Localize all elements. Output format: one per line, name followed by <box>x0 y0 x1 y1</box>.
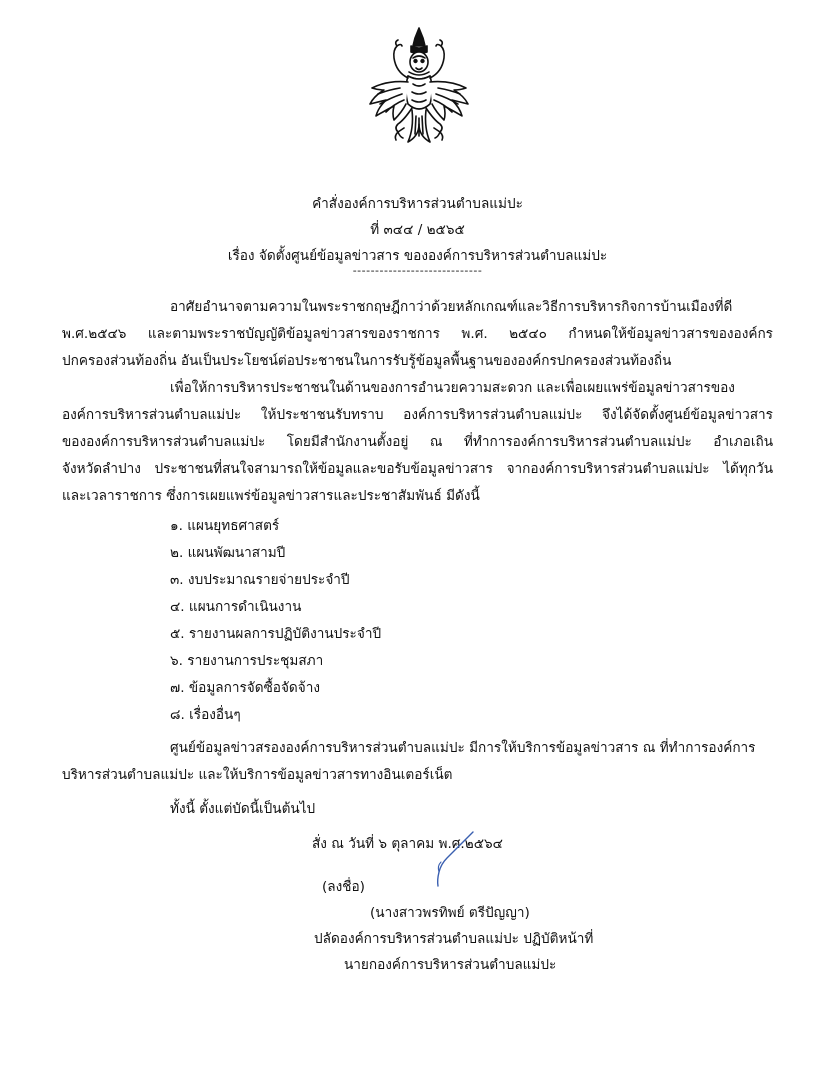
handwritten-signature <box>425 828 485 888</box>
sign-label: (ลงชื่อ) <box>322 879 365 895</box>
list-item-3: ๓. งบประมาณรายจ่ายประจำปี <box>170 572 350 588</box>
order-date: สั่ง ณ วันที่ ๖ ตุลาคม พ.ศ.๒๕๖๔ <box>312 836 503 852</box>
list-item-6: ๖. รายงานการประชุมสภา <box>170 653 324 669</box>
list-item-4: ๔. แผนการดำเนินงาน <box>170 599 302 615</box>
list-item-2: ๒. แผนพัฒนาสามปี <box>170 545 286 561</box>
paragraph-2-line-5: และเวลาราชการ ซึ่งการเผยแพร่ข้อมูลข่าวสารและประชาสัมพันธ์ มีดังนี้ <box>62 488 480 504</box>
signer-position-1: ปลัดองค์การบริหารส่วนตำบลแม่ปะ ปฏิบัติหน้าที่ <box>314 931 594 947</box>
list-item-1: ๑. แผนยุทธศาสตร์ <box>170 518 280 534</box>
effective-statement: ทั้งนี้ ตั้งแต่บัดนี้เป็นต้นไป <box>170 801 316 817</box>
paragraph-2-line-1: เพื่อให้การบริหารประชาชนในด้านของการอำนวยความสะดวก และเพื่อเผยแพร่ข้อมูลข่าวสารของ <box>170 380 735 396</box>
garuda-emblem <box>364 24 474 148</box>
list-item-5: ๕. รายงานผลการปฏิบัติงานประจำปี <box>170 626 382 642</box>
paragraph-2-line-2: องค์การบริหารส่วนตำบลแม่ปะ ให้ประชาชนรับทราบ องค์การบริหารส่วนตำบลแม่ปะ จึงได้จัดตั้งศูนย์ข้อมูลข่าวสาร <box>62 407 773 423</box>
order-heading: คำสั่งองค์การบริหารส่วนตำบลแม่ปะ <box>312 196 523 212</box>
list-item-7: ๗. ข้อมูลการจัดซื้อจัดจ้าง <box>170 680 320 696</box>
separator-line: ----------------------------- <box>352 264 483 277</box>
order-subject: เรื่อง จัดตั้งศูนย์ข้อมูลข่าวสาร ขององค์การบริหารส่วนตำบลแม่ปะ <box>227 248 608 264</box>
list-item-8: ๘. เรื่องอื่นๆ <box>170 707 241 723</box>
signer-name: (นางสาวพรทิพย์ ตรีปัญญา) <box>370 905 530 921</box>
signer-position-2: นายกองค์การบริหารส่วนตำบลแม่ปะ <box>344 957 557 973</box>
paragraph-1-line-1: อาศัยอำนาจตามความในพระราชกฤษฎีกาว่าด้วยหลักเกณฑ์และวิธีการบริหารกิจการบ้านเมืองที่ดี <box>170 299 733 315</box>
order-number: ที่ ๓๔๔ / ๒๕๖๕ <box>370 222 465 238</box>
paragraph-1-line-2: พ.ศ.๒๕๔๖ และตามพระราชบัญญัติข้อมูลข่าวสารของราชการ พ.ศ. ๒๕๔๐ กำหนดให้ข้อมูลข่าวสารขององค์กร <box>62 326 773 342</box>
paragraph-3-line-2: บริหารส่วนตำบลแม่ปะ และให้บริการข้อมูลข่าวสารทางอินเตอร์เน็ต <box>62 767 453 783</box>
paragraph-2-line-3: ขององค์การบริหารส่วนตำบลแม่ปะ โดยมีสำนักงานตั้งอยู่ ณ ที่ทำการองค์การบริหารส่วนตำบลแม่ปะ อำเภอเถิน <box>62 434 773 450</box>
paragraph-1-line-3: ปกครองส่วนท้องถิ่น อันเป็นประโยชน์ต่อประชาชนในการรับรู้ข้อมูลพื้นฐานขององค์กรปกครองส่วนท้องถิ่น <box>62 353 672 369</box>
paragraph-3-line-1: ศูนย์ข้อมูลข่าวสรององค์การบริหารส่วนตำบลแม่ปะ มีการให้บริการข้อมูลข่าวสาร ณ ที่ทำการองค์การ <box>170 740 756 756</box>
paragraph-2-line-4: จังหวัดลำปาง ประชาชนที่สนใจสามารถให้ข้อมูลและขอรับข้อมูลข่าวสาร จากองค์การบริหารส่วนตำบลแม่ปะ ได้ทุกวัน <box>62 461 773 477</box>
